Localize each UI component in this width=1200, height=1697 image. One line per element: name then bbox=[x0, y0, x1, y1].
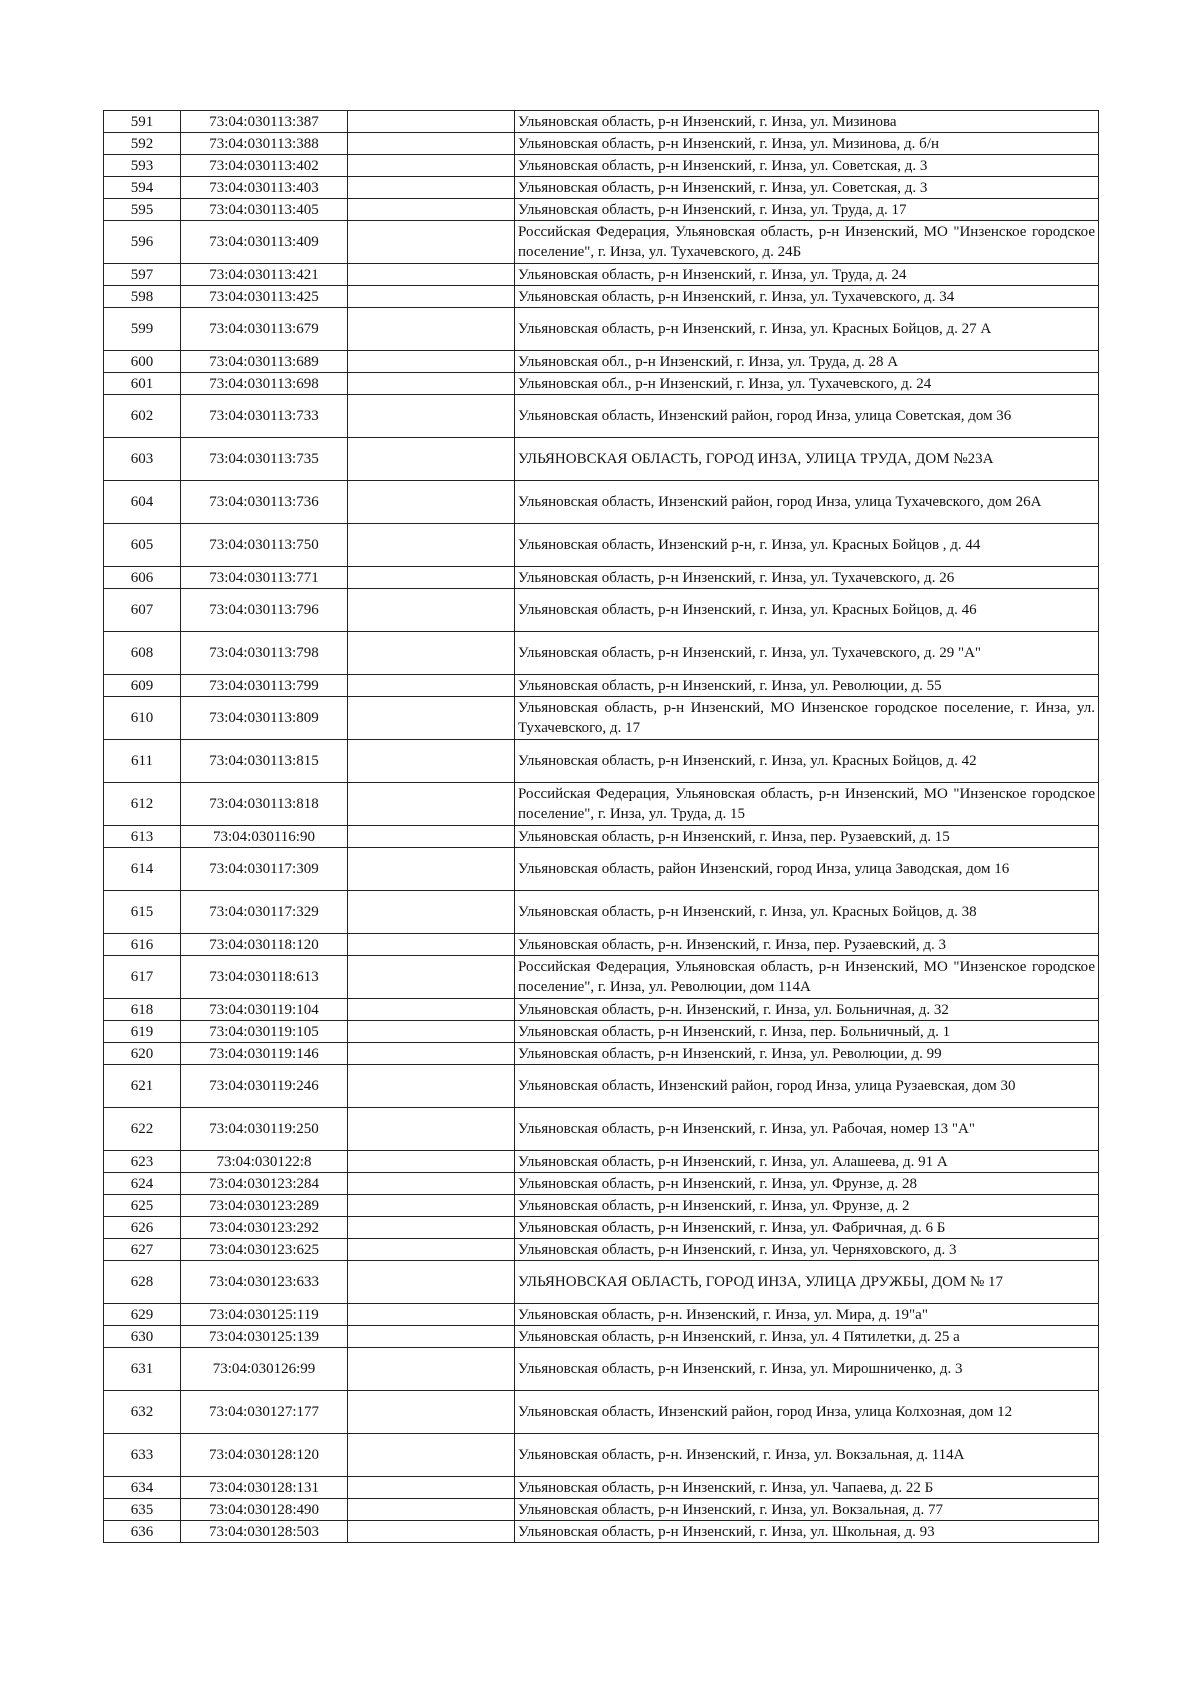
empty-cell bbox=[348, 1195, 515, 1217]
table-row bbox=[104, 395, 1099, 438]
table-row bbox=[104, 111, 1099, 133]
empty-cell bbox=[348, 1391, 515, 1434]
address-cell: Ульяновская область, р-н Инзенский, г. Инза, ул. Фрунзе, д. 2 bbox=[515, 1195, 1099, 1217]
table-row bbox=[104, 783, 1099, 826]
empty-cell bbox=[348, 1173, 515, 1195]
row-number-cell: 610 bbox=[104, 697, 181, 740]
row-number-cell: 624 bbox=[104, 1173, 181, 1195]
empty-cell bbox=[348, 373, 515, 395]
empty-cell bbox=[348, 826, 515, 848]
cadastral-number-cell: 73:04:030113:679 bbox=[181, 308, 348, 351]
cadastral-number-cell: 73:04:030119:104 bbox=[181, 999, 348, 1021]
address-cell: Ульяновская область, р-н. Инзенский, г. Инза, пер. Рузаевский, д. 3 bbox=[515, 934, 1099, 956]
cadastral-number-cell: 73:04:030123:289 bbox=[181, 1195, 348, 1217]
row-number-cell: 625 bbox=[104, 1195, 181, 1217]
table-row bbox=[104, 1434, 1099, 1477]
empty-cell bbox=[348, 395, 515, 438]
cadastral-number-cell: 73:04:030119:105 bbox=[181, 1021, 348, 1043]
address-cell: Ульяновская область, Инзенский район, город Инза, улица Тухачевского, дом 26А bbox=[515, 481, 1099, 524]
cadastral-number-cell: 73:04:030118:613 bbox=[181, 956, 348, 999]
address-cell: Ульяновская область, р-н Инзенский, г. Инза, ул. Фабричная, д. 6 Б bbox=[515, 1217, 1099, 1239]
address-cell: Ульяновская область, р-н. Инзенский, г. Инза, ул. Больничная, д. 32 bbox=[515, 999, 1099, 1021]
empty-cell bbox=[348, 1348, 515, 1391]
cadastral-number-cell: 73:04:030113:796 bbox=[181, 589, 348, 632]
table-row bbox=[104, 524, 1099, 567]
cadastral-number-cell: 73:04:030113:698 bbox=[181, 373, 348, 395]
cadastral-number-cell: 73:04:030128:490 bbox=[181, 1499, 348, 1521]
row-number-cell: 620 bbox=[104, 1043, 181, 1065]
row-number-cell: 631 bbox=[104, 1348, 181, 1391]
cadastral-number-cell: 73:04:030113:402 bbox=[181, 155, 348, 177]
table-row bbox=[104, 1217, 1099, 1239]
row-number-cell: 616 bbox=[104, 934, 181, 956]
row-number-cell: 608 bbox=[104, 632, 181, 675]
address-cell: Ульяновская область, р-н Инзенский, г. Инза, ул. Алашеева, д. 91 А bbox=[515, 1151, 1099, 1173]
row-number-cell: 596 bbox=[104, 221, 181, 264]
address-cell: Ульяновская область, р-н Инзенский, г. Инза, ул. Труда, д. 17 bbox=[515, 199, 1099, 221]
cadastral-number-cell: 73:04:030118:120 bbox=[181, 934, 348, 956]
cadastral-number-cell: 73:04:030113:750 bbox=[181, 524, 348, 567]
table-row bbox=[104, 956, 1099, 999]
cadastral-number-cell: 73:04:030123:284 bbox=[181, 1173, 348, 1195]
table-row bbox=[104, 286, 1099, 308]
table-row bbox=[104, 351, 1099, 373]
address-cell: Ульяновская обл., р-н Инзенский, г. Инза, ул. Тухачевского, д. 24 bbox=[515, 373, 1099, 395]
empty-cell bbox=[348, 1521, 515, 1543]
cadastral-number-cell: 73:04:030127:177 bbox=[181, 1391, 348, 1434]
empty-cell bbox=[348, 1304, 515, 1326]
address-cell: Ульяновская область, Инзенский район, город Инза, улица Колхозная, дом 12 bbox=[515, 1391, 1099, 1434]
address-cell: Ульяновская область, р-н Инзенский, г. Инза, ул. Рабочая, номер 13 "А" bbox=[515, 1108, 1099, 1151]
table-row bbox=[104, 1065, 1099, 1108]
row-number-cell: 629 bbox=[104, 1304, 181, 1326]
row-number-cell: 595 bbox=[104, 199, 181, 221]
table-row bbox=[104, 740, 1099, 783]
table-row bbox=[104, 133, 1099, 155]
table-row bbox=[104, 1261, 1099, 1304]
cadastral-number-cell: 73:04:030113:425 bbox=[181, 286, 348, 308]
address-cell: Ульяновская область, р-н Инзенский, г. Инза, ул. Черняховского, д. 3 bbox=[515, 1239, 1099, 1261]
empty-cell bbox=[348, 155, 515, 177]
cadastral-number-cell: 73:04:030113:387 bbox=[181, 111, 348, 133]
row-number-cell: 618 bbox=[104, 999, 181, 1021]
address-cell: Ульяновская область, р-н Инзенский, г. Инза, ул. Красных Бойцов, д. 27 А bbox=[515, 308, 1099, 351]
cadastral-number-cell: 73:04:030113:818 bbox=[181, 783, 348, 826]
address-cell: Ульяновская область, р-н Инзенский, г. Инза, ул. Революции, д. 55 bbox=[515, 675, 1099, 697]
empty-cell bbox=[348, 133, 515, 155]
row-number-cell: 599 bbox=[104, 308, 181, 351]
row-number-cell: 628 bbox=[104, 1261, 181, 1304]
empty-cell bbox=[348, 524, 515, 567]
empty-cell bbox=[348, 567, 515, 589]
empty-cell bbox=[348, 697, 515, 740]
cadastral-number-cell: 73:04:030113:815 bbox=[181, 740, 348, 783]
row-number-cell: 603 bbox=[104, 438, 181, 481]
cadastral-number-cell: 73:04:030125:119 bbox=[181, 1304, 348, 1326]
cadastral-number-cell: 73:04:030113:735 bbox=[181, 438, 348, 481]
cadastral-number-cell: 73:04:030116:90 bbox=[181, 826, 348, 848]
address-cell: Ульяновская область, р-н Инзенский, г. Инза, ул. Школьная, д. 93 bbox=[515, 1521, 1099, 1543]
table-row bbox=[104, 589, 1099, 632]
empty-cell bbox=[348, 1477, 515, 1499]
row-number-cell: 636 bbox=[104, 1521, 181, 1543]
row-number-cell: 591 bbox=[104, 111, 181, 133]
cadastral-number-cell: 73:04:030128:120 bbox=[181, 1434, 348, 1477]
row-number-cell: 632 bbox=[104, 1391, 181, 1434]
table-body bbox=[104, 111, 1099, 1543]
row-number-cell: 598 bbox=[104, 286, 181, 308]
table-row bbox=[104, 199, 1099, 221]
table-row bbox=[104, 1499, 1099, 1521]
table-row bbox=[104, 308, 1099, 351]
empty-cell bbox=[348, 1108, 515, 1151]
table-row bbox=[104, 1521, 1099, 1543]
table-row bbox=[104, 697, 1099, 740]
cadastral-number-cell: 73:04:030123:633 bbox=[181, 1261, 348, 1304]
empty-cell bbox=[348, 481, 515, 524]
cadastral-number-cell: 73:04:030117:329 bbox=[181, 891, 348, 934]
cadastral-number-cell: 73:04:030113:771 bbox=[181, 567, 348, 589]
cadastral-number-cell: 73:04:030113:421 bbox=[181, 264, 348, 286]
cadastral-number-cell: 73:04:030123:292 bbox=[181, 1217, 348, 1239]
cadastral-number-cell: 73:04:030126:99 bbox=[181, 1348, 348, 1391]
cadastral-number-cell: 73:04:030113:733 bbox=[181, 395, 348, 438]
row-number-cell: 601 bbox=[104, 373, 181, 395]
table-row bbox=[104, 177, 1099, 199]
empty-cell bbox=[348, 199, 515, 221]
table-row bbox=[104, 264, 1099, 286]
row-number-cell: 613 bbox=[104, 826, 181, 848]
address-cell: Ульяновская область, р-н Инзенский, г. Инза, пер. Больничный, д. 1 bbox=[515, 1021, 1099, 1043]
empty-cell bbox=[348, 1239, 515, 1261]
address-cell: Российская Федерация, Ульяновская область, р-н Инзенский, МО "Инзенское городское поселение", г. Инза, ул. Тухачевского, д. 24Б bbox=[515, 221, 1099, 264]
cadastral-number-cell: 73:04:030119:246 bbox=[181, 1065, 348, 1108]
empty-cell bbox=[348, 351, 515, 373]
table-row bbox=[104, 848, 1099, 891]
address-cell: Ульяновская область, р-н Инзенский, г. Инза, ул. Мирошниченко, д. 3 bbox=[515, 1348, 1099, 1391]
table-row bbox=[104, 1195, 1099, 1217]
cadastral-number-cell: 73:04:030119:146 bbox=[181, 1043, 348, 1065]
table-row bbox=[104, 675, 1099, 697]
table-row bbox=[104, 481, 1099, 524]
row-number-cell: 597 bbox=[104, 264, 181, 286]
empty-cell bbox=[348, 740, 515, 783]
cadastral-number-cell: 73:04:030123:625 bbox=[181, 1239, 348, 1261]
empty-cell bbox=[348, 111, 515, 133]
table-row bbox=[104, 1021, 1099, 1043]
row-number-cell: 617 bbox=[104, 956, 181, 999]
address-cell: Ульяновская область, Инзенский р-н, г. Инза, ул. Красных Бойцов , д. 44 bbox=[515, 524, 1099, 567]
row-number-cell: 622 bbox=[104, 1108, 181, 1151]
row-number-cell: 593 bbox=[104, 155, 181, 177]
cadastral-number-cell: 73:04:030128:131 bbox=[181, 1477, 348, 1499]
row-number-cell: 630 bbox=[104, 1326, 181, 1348]
table-row bbox=[104, 221, 1099, 264]
address-cell: Ульяновская область, р-н Инзенский, г. Инза, ул. Советская, д. 3 bbox=[515, 155, 1099, 177]
cadastral-number-cell: 73:04:030119:250 bbox=[181, 1108, 348, 1151]
table-row bbox=[104, 1326, 1099, 1348]
address-cell: УЛЬЯНОВСКАЯ ОБЛАСТЬ, ГОРОД ИНЗА, УЛИЦА ДРУЖБЫ, ДОМ № 17 bbox=[515, 1261, 1099, 1304]
empty-cell bbox=[348, 675, 515, 697]
address-cell: Ульяновская обл., р-н Инзенский, г. Инза, ул. Труда, д. 28 А bbox=[515, 351, 1099, 373]
address-cell: Ульяновская область, р-н Инзенский, г. Инза, ул. Красных Бойцов, д. 38 bbox=[515, 891, 1099, 934]
address-cell: Ульяновская область, р-н Инзенский, г. Инза, ул. 4 Пятилетки, д. 25 а bbox=[515, 1326, 1099, 1348]
row-number-cell: 606 bbox=[104, 567, 181, 589]
row-number-cell: 614 bbox=[104, 848, 181, 891]
cadastral-number-cell: 73:04:030122:8 bbox=[181, 1151, 348, 1173]
row-number-cell: 611 bbox=[104, 740, 181, 783]
address-cell: Ульяновская область, район Инзенский, город Инза, улица Заводская, дом 16 bbox=[515, 848, 1099, 891]
row-number-cell: 609 bbox=[104, 675, 181, 697]
address-cell: Ульяновская область, р-н Инзенский, МО Инзенское городское поселение, г. Инза, ул. Тухачевского, д. 17 bbox=[515, 697, 1099, 740]
address-cell: Ульяновская область, р-н Инзенский, г. Инза, ул. Труда, д. 24 bbox=[515, 264, 1099, 286]
address-cell: Ульяновская область, р-н Инзенский, г. Инза, ул. Тухачевского, д. 34 bbox=[515, 286, 1099, 308]
row-number-cell: 635 bbox=[104, 1499, 181, 1521]
row-number-cell: 594 bbox=[104, 177, 181, 199]
row-number-cell: 602 bbox=[104, 395, 181, 438]
address-cell: Российская Федерация, Ульяновская область, р-н Инзенский, МО "Инзенское городское поселение", г. Инза, ул. Труда, д. 15 bbox=[515, 783, 1099, 826]
address-cell: Ульяновская область, Инзенский район, город Инза, улица Рузаевская, дом 30 bbox=[515, 1065, 1099, 1108]
address-cell: Ульяновская область, р-н Инзенский, г. Инза, ул. Красных Бойцов, д. 46 bbox=[515, 589, 1099, 632]
table-row bbox=[104, 1239, 1099, 1261]
table-row bbox=[104, 438, 1099, 481]
table-row bbox=[104, 999, 1099, 1021]
row-number-cell: 600 bbox=[104, 351, 181, 373]
table-row bbox=[104, 1043, 1099, 1065]
empty-cell bbox=[348, 1021, 515, 1043]
row-number-cell: 633 bbox=[104, 1434, 181, 1477]
address-cell: Ульяновская область, р-н Инзенский, г. Инза, ул. Тухачевского, д. 26 bbox=[515, 567, 1099, 589]
cadastral-number-cell: 73:04:030113:799 bbox=[181, 675, 348, 697]
empty-cell bbox=[348, 783, 515, 826]
address-cell: Ульяновская область, р-н Инзенский, г. Инза, пер. Рузаевский, д. 15 bbox=[515, 826, 1099, 848]
land-plots-table bbox=[103, 110, 1099, 1543]
address-cell: Ульяновская область, р-н Инзенский, г. Инза, ул. Вокзальная, д. 77 bbox=[515, 1499, 1099, 1521]
table-row bbox=[104, 934, 1099, 956]
cadastral-number-cell: 73:04:030113:689 bbox=[181, 351, 348, 373]
empty-cell bbox=[348, 438, 515, 481]
empty-cell bbox=[348, 286, 515, 308]
address-cell: Ульяновская область, Инзенский район, город Инза, улица Советская, дом 36 bbox=[515, 395, 1099, 438]
address-cell: Ульяновская область, р-н. Инзенский, г. Инза, ул. Вокзальная, д. 114А bbox=[515, 1434, 1099, 1477]
row-number-cell: 621 bbox=[104, 1065, 181, 1108]
cadastral-number-cell: 73:04:030113:405 bbox=[181, 199, 348, 221]
cadastral-number-cell: 73:04:030113:409 bbox=[181, 221, 348, 264]
address-cell: Ульяновская область, р-н Инзенский, г. Инза, ул. Мизинова bbox=[515, 111, 1099, 133]
empty-cell bbox=[348, 1065, 515, 1108]
empty-cell bbox=[348, 1261, 515, 1304]
table-row bbox=[104, 1151, 1099, 1173]
empty-cell bbox=[348, 1217, 515, 1239]
cadastral-number-cell: 73:04:030113:809 bbox=[181, 697, 348, 740]
table-row bbox=[104, 826, 1099, 848]
table-row bbox=[104, 1173, 1099, 1195]
row-number-cell: 607 bbox=[104, 589, 181, 632]
table-row bbox=[104, 1108, 1099, 1151]
address-cell: Ульяновская область, р-н Инзенский, г. Инза, ул. Революции, д. 99 bbox=[515, 1043, 1099, 1065]
empty-cell bbox=[348, 589, 515, 632]
empty-cell bbox=[348, 956, 515, 999]
address-cell: Российская Федерация, Ульяновская область, р-н Инзенский, МО "Инзенское городское поселение", г. Инза, ул. Революции, дом 114А bbox=[515, 956, 1099, 999]
table-row bbox=[104, 155, 1099, 177]
table-row bbox=[104, 373, 1099, 395]
address-cell: Ульяновская область, р-н Инзенский, г. Инза, ул. Красных Бойцов, д. 42 bbox=[515, 740, 1099, 783]
cadastral-number-cell: 73:04:030125:139 bbox=[181, 1326, 348, 1348]
address-cell: УЛЬЯНОВСКАЯ ОБЛАСТЬ, ГОРОД ИНЗА, УЛИЦА ТРУДА, ДОМ №23А bbox=[515, 438, 1099, 481]
row-number-cell: 619 bbox=[104, 1021, 181, 1043]
empty-cell bbox=[348, 1434, 515, 1477]
empty-cell bbox=[348, 308, 515, 351]
address-cell: Ульяновская область, р-н Инзенский, г. Инза, ул. Тухачевского, д. 29 "А" bbox=[515, 632, 1099, 675]
row-number-cell: 626 bbox=[104, 1217, 181, 1239]
empty-cell bbox=[348, 177, 515, 199]
empty-cell bbox=[348, 264, 515, 286]
table-row bbox=[104, 1391, 1099, 1434]
empty-cell bbox=[348, 934, 515, 956]
cadastral-number-cell: 73:04:030113:388 bbox=[181, 133, 348, 155]
table-row bbox=[104, 567, 1099, 589]
address-cell: Ульяновская область, р-н Инзенский, г. Инза, ул. Мизинова, д. б/н bbox=[515, 133, 1099, 155]
empty-cell bbox=[348, 1043, 515, 1065]
cadastral-number-cell: 73:04:030113:736 bbox=[181, 481, 348, 524]
row-number-cell: 623 bbox=[104, 1151, 181, 1173]
empty-cell bbox=[348, 1151, 515, 1173]
empty-cell bbox=[348, 891, 515, 934]
row-number-cell: 605 bbox=[104, 524, 181, 567]
cadastral-number-cell: 73:04:030128:503 bbox=[181, 1521, 348, 1543]
address-cell: Ульяновская область, р-н Инзенский, г. Инза, ул. Фрунзе, д. 28 bbox=[515, 1173, 1099, 1195]
empty-cell bbox=[348, 221, 515, 264]
empty-cell bbox=[348, 1499, 515, 1521]
row-number-cell: 604 bbox=[104, 481, 181, 524]
row-number-cell: 615 bbox=[104, 891, 181, 934]
empty-cell bbox=[348, 1326, 515, 1348]
address-cell: Ульяновская область, р-н Инзенский, г. Инза, ул. Советская, д. 3 bbox=[515, 177, 1099, 199]
cadastral-number-cell: 73:04:030113:798 bbox=[181, 632, 348, 675]
table-row bbox=[104, 1477, 1099, 1499]
cadastral-number-cell: 73:04:030113:403 bbox=[181, 177, 348, 199]
table-row bbox=[104, 891, 1099, 934]
table-row bbox=[104, 1348, 1099, 1391]
table-row bbox=[104, 1304, 1099, 1326]
row-number-cell: 634 bbox=[104, 1477, 181, 1499]
row-number-cell: 612 bbox=[104, 783, 181, 826]
table-row bbox=[104, 632, 1099, 675]
row-number-cell: 592 bbox=[104, 133, 181, 155]
address-cell: Ульяновская область, р-н. Инзенский, г. Инза, ул. Мира, д. 19"а" bbox=[515, 1304, 1099, 1326]
cadastral-number-cell: 73:04:030117:309 bbox=[181, 848, 348, 891]
address-cell: Ульяновская область, р-н Инзенский, г. Инза, ул. Чапаева, д. 22 Б bbox=[515, 1477, 1099, 1499]
empty-cell bbox=[348, 632, 515, 675]
empty-cell bbox=[348, 999, 515, 1021]
empty-cell bbox=[348, 848, 515, 891]
row-number-cell: 627 bbox=[104, 1239, 181, 1261]
